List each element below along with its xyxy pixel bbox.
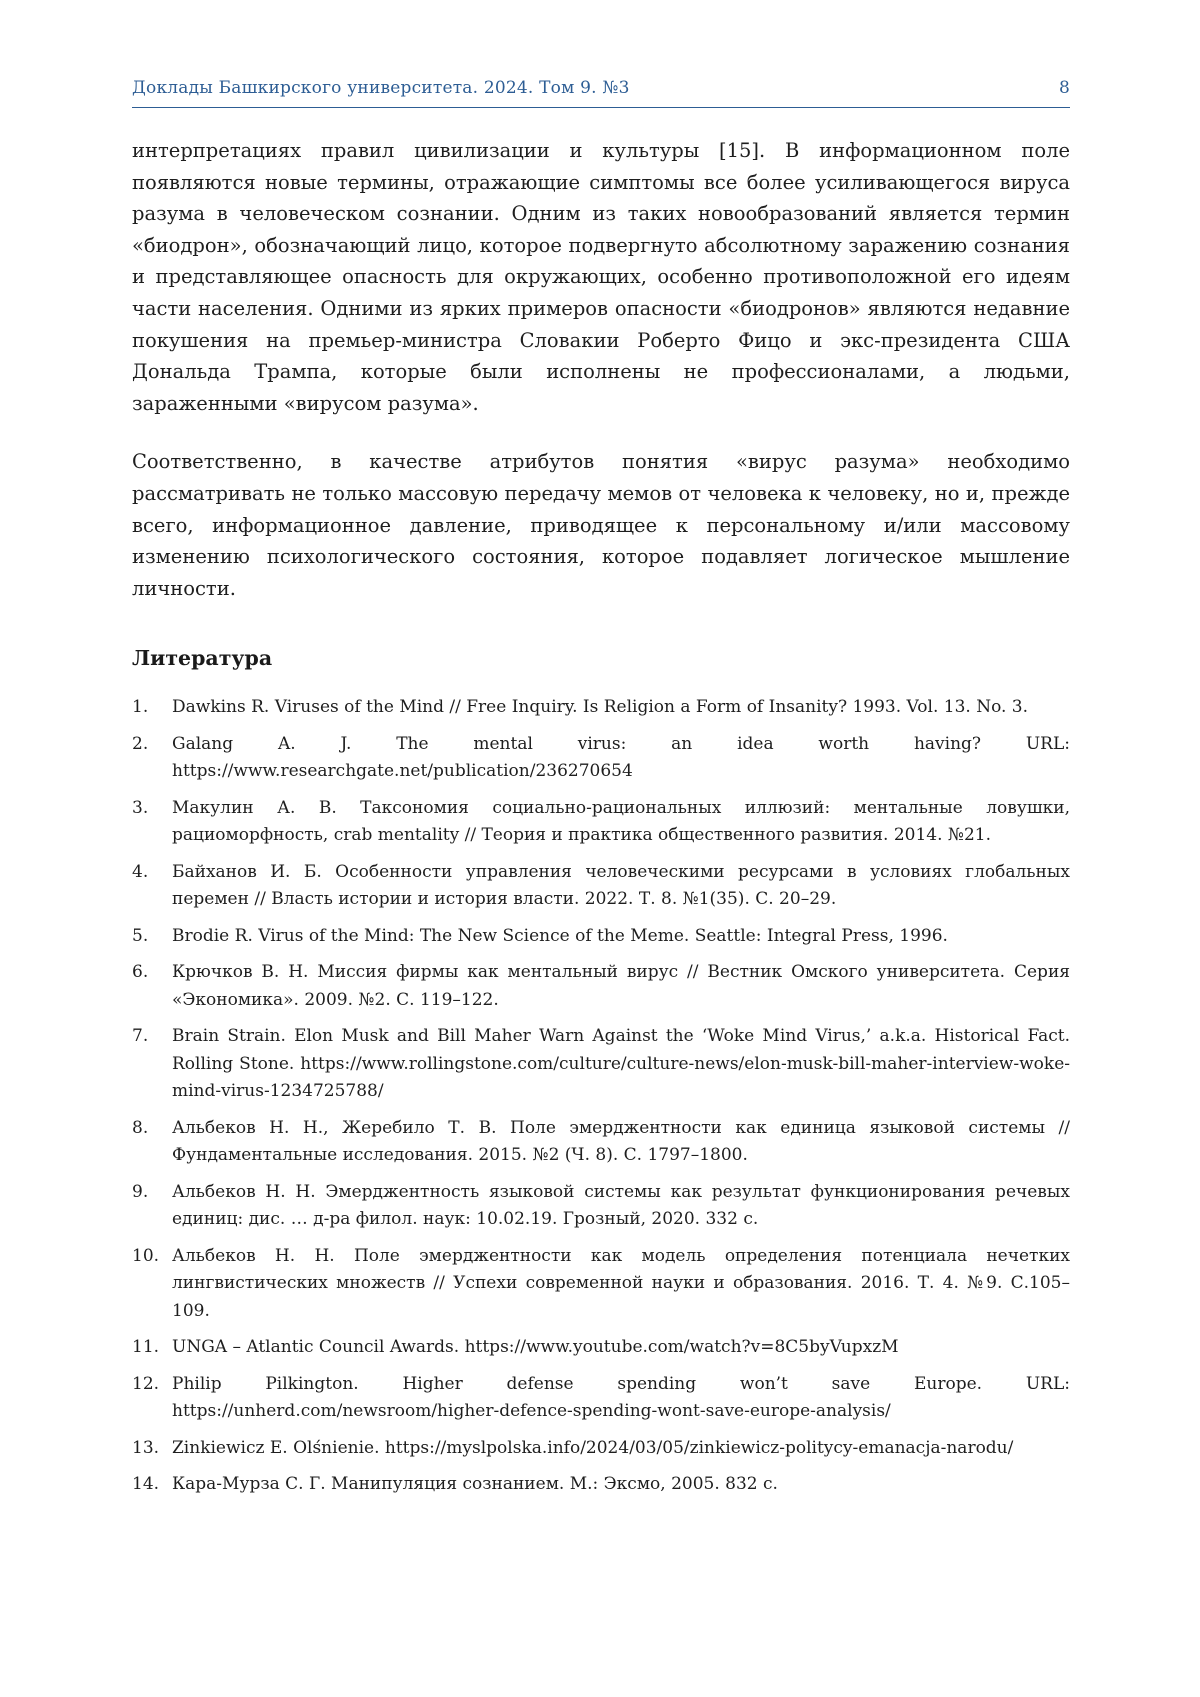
reference-number: 6. [132,962,149,983]
reference-text: Альбеков Н. Н. Эмерджентность языковой системы как результат функционирования речевых единиц: дис. … д-ра филол. наук: 10.02.19. Грозный, 2020. 332 с. [172,1181,1070,1230]
reference-item [132,1179,1070,1234]
reference-number: 12. [132,1373,160,1394]
reference-item [132,1371,1070,1426]
reference-number: 11. [132,1337,160,1358]
reference-number: 13. [132,1437,160,1458]
reference-item [132,795,1070,850]
reference-item [132,1243,1070,1326]
reference-item [132,694,1070,722]
reference-number: 4. [132,861,149,882]
reference-text: Zinkiewicz E. Olśnienie. https://myslpolska.info/2024/03/05/zinkiewicz-politycy-emanacja-narodu/ [172,1437,1014,1458]
reference-item [132,1435,1070,1463]
reference-item [132,1471,1070,1499]
reference-number: 2. [132,733,149,754]
reference-item [132,1115,1070,1170]
reference-number: 9. [132,1181,149,1202]
reference-number: 10. [132,1245,160,1266]
reference-text: Кара-Мурза С. Г. Манипуляция сознанием. М.: Эксмо, 2005. 832 с. [172,1474,778,1495]
reference-text: Brain Strain. Elon Musk and Bill Maher Warn Against the ‘Woke Mind Virus,’ a.k.a. Historical Fact. Rolling Stone. https://www.rollingstone.com/culture/culture-news/elon-musk-bill-maher-interview-woke-mind-virus-1234725788/ [172,1026,1070,1102]
reference-item [132,923,1070,951]
reference-number: 8. [132,1117,149,1138]
reference-text: Альбеков Н. Н., Жеребило Т. В. Поле эмерджентности как единица языковой системы // Фундаментальные исследования. 2015. №2 (Ч. 8). С. 1797–1800. [172,1117,1070,1166]
reference-text: Альбеков Н. Н. Поле эмерджентности как модель определения потенциала нечетких лингвистических множеств // Успехи современной науки и образования. 2016. Т. 4. №9. С.105–109. [172,1245,1070,1321]
page-number: 8 [1058,78,1070,98]
section-title-literature: Литература [132,646,273,671]
body-paragraph-2: Соответственно, в качестве атрибутов понятия «вирус разума» необходимо рассматривать не только массовую передачу мемов от человека к человеку, но и, прежде всего, информационное давление, приводящее к персональному и/или массовому изменению психологического состояния, которое подавляет логическое мышление личности. [132,450,1070,600]
reference-number: 3. [132,797,149,818]
reference-text: Dawkins R. Viruses of the Mind // Free Inquiry. Is Religion a Form of Insanity? 1993. Vol. 13. No. 3. [172,697,1029,718]
reference-text: Крючков В. Н. Миссия фирмы как ментальный вирус // Вестник Омского университета. Серия «Экономика». 2009. №2. С. 119–122. [172,962,1070,1010]
reference-text: Brodie R. Virus of the Mind: The New Science of the Meme. Seattle: Integral Press, 1996. [172,925,948,946]
reference-item [132,1334,1070,1362]
reference-number: 5. [132,925,149,946]
journal-title: Доклады Башкирского университета. 2024. Том 9. №3 [132,78,630,98]
reference-text: Макулин А. В. Таксономия социально-рациональных иллюзий: ментальные ловушки, рациоморфность, crab mentality // Теория и практика общественного развития. 2014. №21. [172,797,1070,846]
body-paragraph-1: интерпретациях правил цивилизации и культуры [15]. В информационном поле появляются новые термины, отражающие симптомы все более усиливающегося вируса разума в человеческом сознании. Одним из таких новообразований является термин «биодрон», обозначающий лицо, которое подвергнуто абсолютному заражению сознания и представляющее опасность для окружающих, особенно противоположной его идеям части населения. Одними из ярких примеров опасности «биодронов» являются недавние покушения на премьер-министра Словакии Роберто Фицо и экс-президента США Дональда Трампа, которые были исполнены не профессионалами, а людьми, зараженными «вирусом разума». [132,139,1070,415]
references-list [132,694,1070,1499]
reference-item [132,1023,1070,1106]
reference-text: Philip Pilkington. Higher defense spending won’t save Europe. URL: https://unherd.com/newsroom/higher-defence-spending-wont-save-europe-analysis/ [172,1373,1070,1422]
reference-number: 14. [132,1474,160,1495]
reference-item [132,959,1070,1014]
page-header [132,78,1070,108]
reference-text: Galang A. J. The mental virus: an idea worth having? URL: https://www.researchgate.net/publication/236270654 [172,733,1070,782]
reference-number: 1. [132,697,149,718]
reference-item [132,731,1070,786]
reference-text: UNGA – Atlantic Council Awards. https://www.youtube.com/watch?v=8C5byVupxzM [172,1337,899,1358]
reference-number: 7. [132,1026,149,1047]
reference-text: Байханов И. Б. Особенности управления человеческими ресурсами в условиях глобальных перемен // Власть истории и история власти. 2022. Т. 8. №1(35). С. 20–29. [172,861,1070,910]
reference-item [132,859,1070,914]
